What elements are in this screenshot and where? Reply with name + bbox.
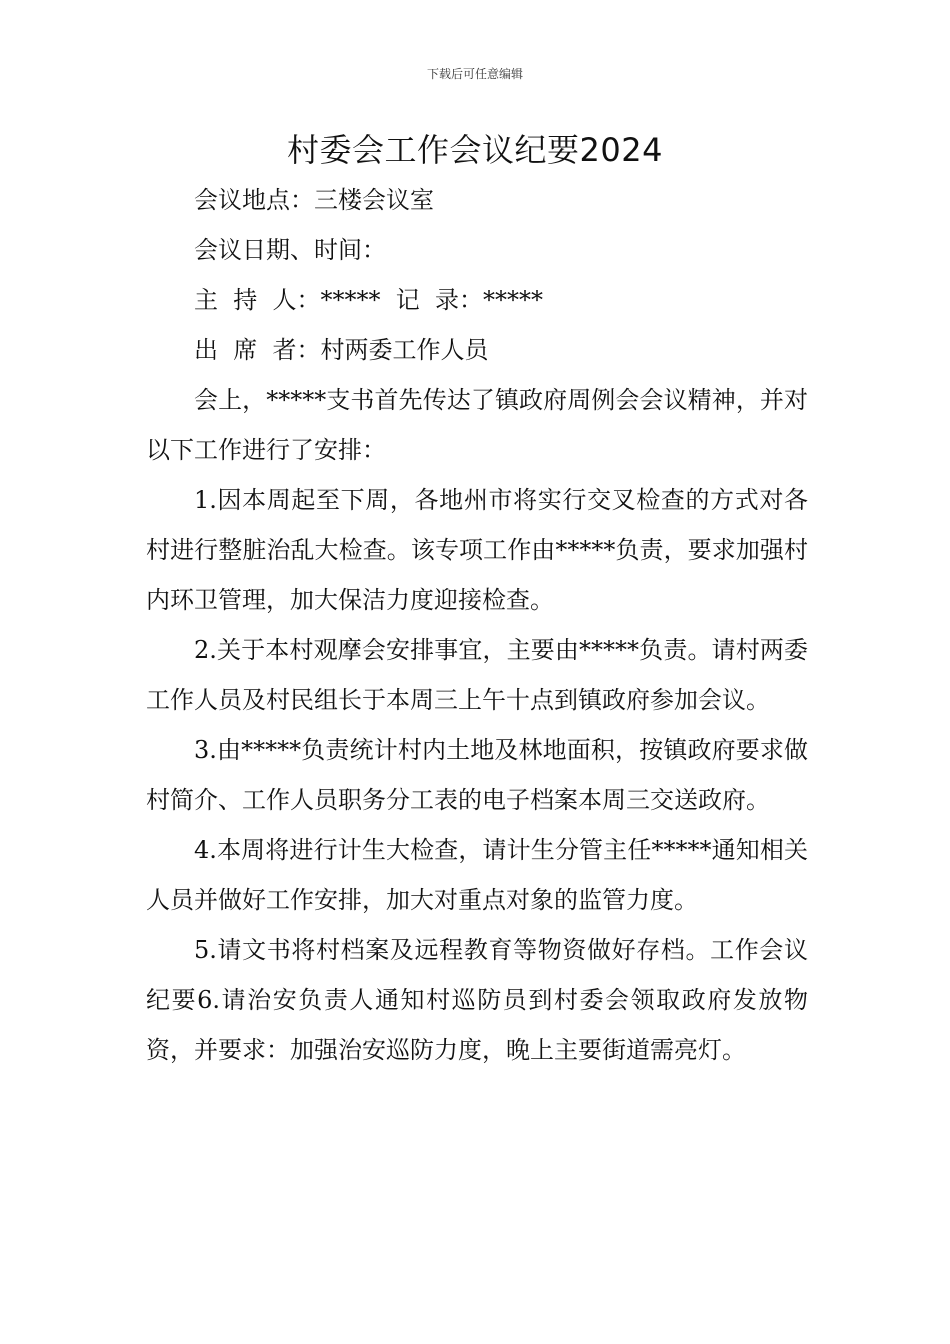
paragraph-item-5-6: 5.请文书将村档案及远程教育等物资做好存档。工作会议纪要6.请治安负责人通知村巡防员到村委会领取政府发放物资，并要求：加强治安巡防力度，晚上主要街道需亮灯。 bbox=[146, 936, 808, 1064]
meeting-datetime: 会议日期、时间： bbox=[194, 236, 386, 264]
document-body bbox=[146, 175, 808, 1075]
paragraph-intro: 会上，*****支书首先传达了镇政府周例会会议精神，并对以下工作进行了安排： bbox=[146, 386, 808, 464]
document-title: 村委会工作会议纪要2024 bbox=[287, 131, 663, 169]
header-note: 下载后可任意编辑 bbox=[426, 67, 523, 81]
meeting-location: 会议地点：三楼会议室 bbox=[194, 186, 434, 214]
paragraph-item-3: 3.由*****负责统计村内土地及林地面积，按镇政府要求做村简介、工作人员职务分工表的电子档案本周三交送政府。 bbox=[146, 736, 808, 814]
paragraph-item-1: 1.因本周起至下周，各地州市将实行交叉检查的方式对各村进行整脏治乱大检查。该专项工作由*****负责，要求加强村内环卫管理，加大保洁力度迎接检查。 bbox=[146, 486, 808, 614]
paragraph-item-4: 4.本周将进行计生大检查，请计生分管主任*****通知相关人员并做好工作安排，加大对重点对象的监管力度。 bbox=[146, 836, 808, 914]
paragraph-item-2: 2.关于本村观摩会安排事宜，主要由*****负责。请村两委工作人员及村民组长于本周三上午十点到镇政府参加会议。 bbox=[146, 636, 808, 714]
meeting-attendees: 出 席 者：村两委工作人员 bbox=[194, 336, 489, 364]
meeting-host-recorder: 主 持 人：***** 记 录：***** bbox=[194, 286, 544, 314]
